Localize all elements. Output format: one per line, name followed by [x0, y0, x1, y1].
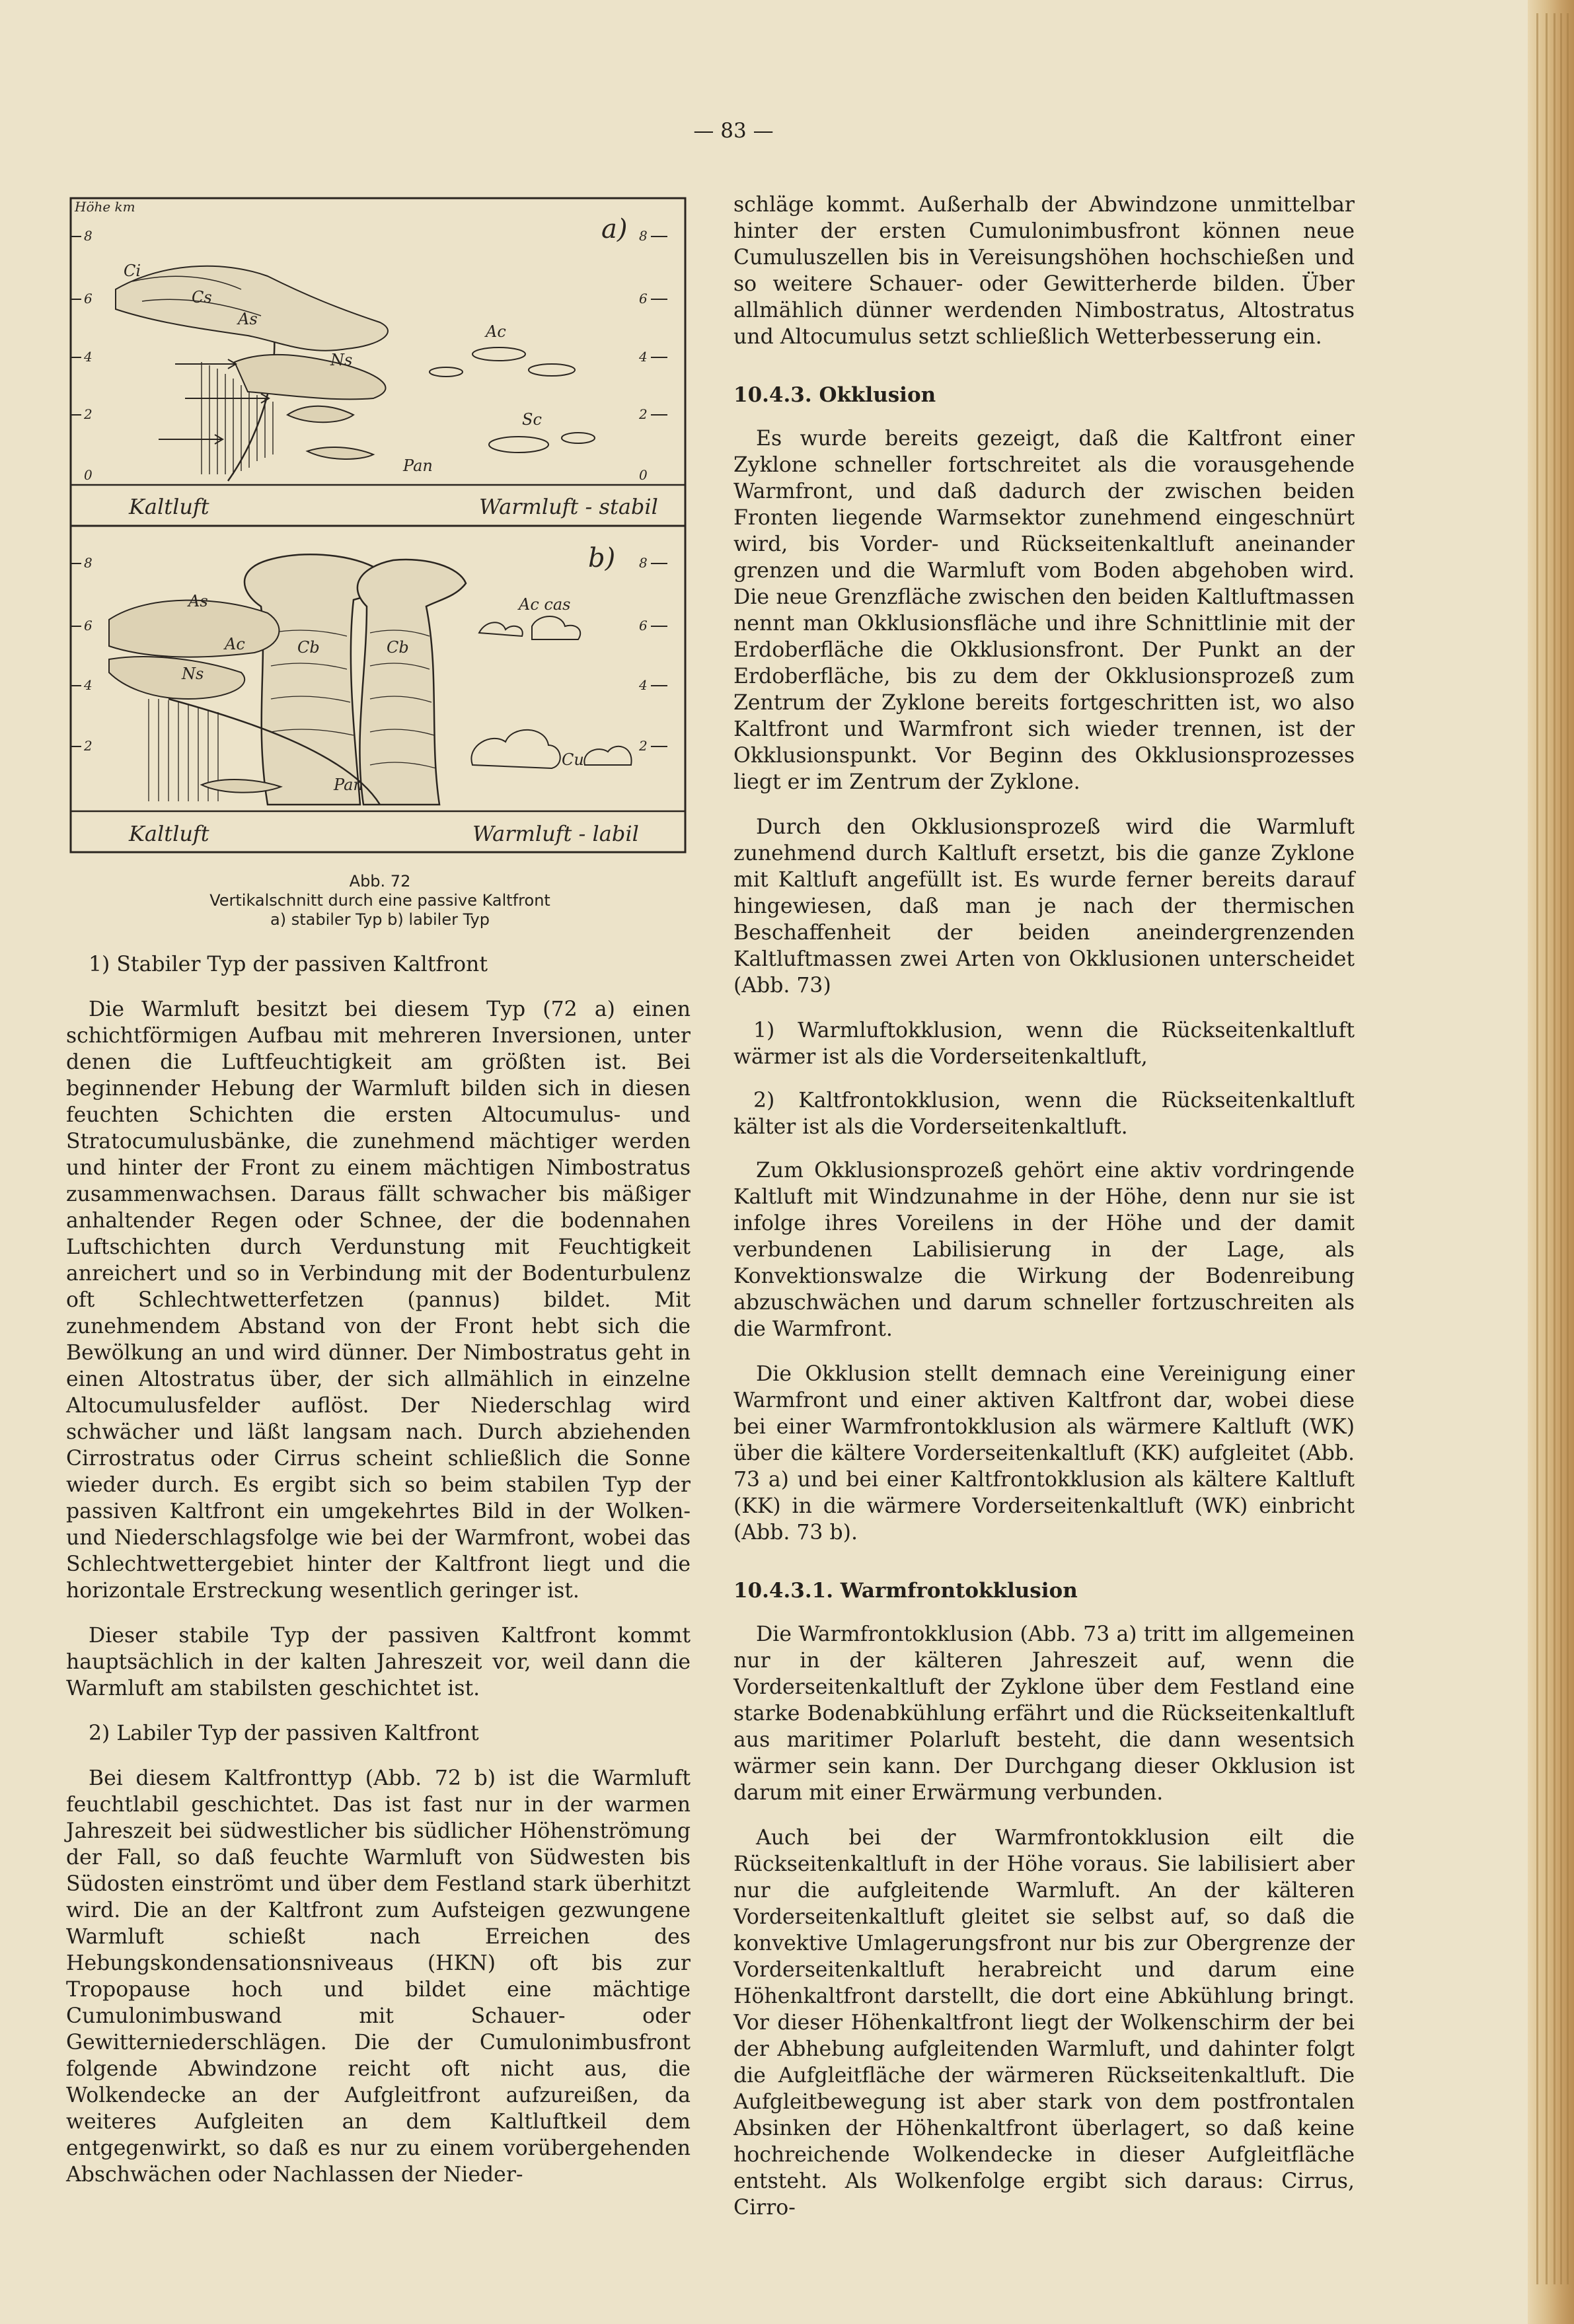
label-cu: Cu [562, 750, 584, 769]
tick-a-left-8: 8 [84, 228, 93, 244]
label-ns-b: Ns [182, 665, 204, 683]
panel-a [71, 199, 685, 519]
tick-a-right-0: 0 [639, 467, 648, 483]
label-pan: Pan [403, 456, 433, 475]
panel-b [71, 543, 685, 846]
label-pan-b: Pan [334, 776, 363, 794]
label-as: As [238, 310, 258, 328]
tick-b-left-6: 6 [84, 618, 93, 634]
tick-a-right-6: 6 [639, 291, 648, 307]
axis-header-label: Höhe km [75, 199, 135, 215]
tick-b-right-4: 4 [639, 677, 648, 693]
tick-a-left-2: 2 [84, 406, 93, 422]
paragraph: Die Okklusion stellt demnach eine Vereinigung einer Warmfront und einer aktiven Kaltfront dar, wobei diese bei einer Warmfrontokklusion als wärmere Kaltluft (WK) über die kältere Vorderseitenkaltluft (KK) aufgleitet (Abb. 73 a) und bei einer Kaltfrontokklusion als kältere Kaltluft (KK) in die wärmere Vorderseitenkaltluft (WK) einbricht (Abb. 73 b). [733, 1362, 1355, 1544]
paragraph: Die Warmluft besitzt bei diesem Typ (72 a) einen schichtförmigen Aufbau mit mehreren Inversionen, unter denen die Luftfeuchtigkeit am größten ist. Bei beginnender Hebung der Warmluft bilden sich in diesen feuchten Schichten die ersten Altocumulus- und Stratocumulusbänke, die zunehmend mächtiger werden und hinter der Front zu einem mächtigen Nimbostratus zusammenwachsen. Daraus fällt schwacher bis mäßiger anhaltender Regen oder Schnee, der die bodennahen Luftschichten durch Verdunstung mit Feuchtigkeit anreichert und so in Verbindung mit der Bodenturbulenz oft Schlechtwetterfetzen (pannus) bildet. Mit zunehmendem Abstand von der Front hebt sich die Bewölkung an und wird dünner. Der Nimbostratus geht in einen Altostratus über, der sich allmählich in einzelne Altocumulusfelder auflöst. Der Niederschlag wird schwächer und läßt langsam nach. Durch abziehenden Cirrostratus oder Cirrus scheint schließlich die Sonne wieder durch. Es ergibt sich so beim stabilen Typ der passiven Kaltfront ein umgekehrtes Bild in der Wolken- und Niederschlagsfolge wie bei der Warmfront, wobei das Schlechtwettergebiet hinter der Kaltfront liegt und die horizontale Erstreckung wesentlich geringer ist. [66, 998, 691, 1603]
caption-line-3: a) stabiler Typ b) labiler Typ [270, 910, 490, 929]
tick-a-left-6: 6 [84, 291, 93, 307]
label-kaltluft-a: Kaltluft [129, 494, 209, 519]
heading-stable-type: 1) Stabiler Typ der passiven Kaltfront [89, 953, 488, 976]
right-column [733, 192, 1355, 2239]
page-number: — 83 — [693, 119, 774, 143]
tick-a-left-0: 0 [84, 467, 93, 483]
left-column [66, 951, 691, 2206]
tick-b-right-2: 2 [639, 738, 648, 754]
paragraph: Zum Okklusionsprozeß gehört eine aktiv vordringende Kaltluft mit Windzunahme in der Höhe, denn nur sie ist infolge ihres Voreilens in der Höhe und der damit verbundenen Labilisierung in der Lage, als Konvektionswalze die Wirkung der Bodenreibung abzuschwächen und darum schneller fortzuschreiten als die Warmfront. [733, 1159, 1355, 1341]
heading-labile-type: 2) Labiler Typ der passiven Kaltfront [89, 1722, 479, 1745]
tick-b-left-4: 4 [84, 677, 93, 693]
label-cb2: Cb [387, 638, 409, 657]
label-ac-b: Ac [225, 635, 245, 653]
tick-b-left-8: 8 [84, 555, 93, 571]
paragraph: Auch bei der Warmfrontokklusion eilt die Rückseitenkaltluft in der Höhe voraus. Sie labilisiert aber nur die aufgleitende Warmluft. An der kälteren Vorderseitenkaltluft gleitet sie selbst auf, so daß die konvektive Umlagerungsfront nur bis zur Obergrenze der Vorderseitenkaltluft herabreicht und darum eine Höhenkaltfront darstellt, die dort eine Abkühlung bringt. Vor dieser Höhenkaltfront liegt der Wolkenschirm der bei der Abhebung aufgleitenden Warmluft, und dahinter folgt die Aufgleitfläche der wärmeren Rückseitenkaltluft. Die Aufgleitbewegung ist aber stark von dem postfrontalen Absinken der Höhenkaltfront überlagert, so daß keine hochreichende Wolkendecke in dieser Aufgleitfläche entsteht. Als Wolkenfolge ergibt sich daraus: Cirrus, Cirro- [733, 1826, 1355, 2220]
caption-line-1: Abb. 72 [349, 872, 411, 890]
paragraph: Die Warmfrontokklusion (Abb. 73 a) tritt im allgemeinen nur in der kälteren Jahreszeit auf, wenn die Vorderseitenkaltluft der Zyklone über dem Festland eine starke Bodenabkühlung erfährt und die Rückseitenkaltluft aus maritimer Polarluft besteht, die dann wesentsich wärmer sein kann. Der Durchgang dieser Okklusion ist darum mit einer Erwärmung verbunden. [733, 1622, 1355, 1805]
tick-a-right-2: 2 [639, 406, 648, 422]
tick-b-right-8: 8 [639, 555, 648, 571]
figure-cold-front-cross-section [69, 197, 687, 854]
label-ns: Ns [330, 351, 353, 369]
label-kaltluft-b: Kaltluft [129, 821, 209, 846]
panel-a-label: a) [601, 214, 628, 244]
tick-a-right-4: 4 [639, 349, 648, 365]
paragraph: Bei diesem Kaltfronttyp (Abb. 72 b) ist die Warmluft feuchtlabil geschichtet. Das ist fast nur in der warmen Jahreszeit bei südwestlicher bis südlicher Höhenströmung der Fall, so daß feuchte Warmluft von Südwesten bis Südosten einströmt und über dem Festland stark überhitzt wird. Die an der Kaltfront zum Aufsteigen gezwungene Warmluft schießt nach Erreichen des Hebungskondensationsniveaus (HKN) oft bis zur Tropopause hoch und bildet eine mächtige Cumulonimbuswand mit Schauer- oder Gewitterniederschlägen. Die der Cumulonimbusfront folgende Abwindzone reicht oft nicht aus, die Wolkendecke an der Aufgleitfront aufzureißen, da weiteres Aufgleiten an dem Kaltluftkeil dem entgegenwirkt, so daß es nur zu einem vorübergehenden Abschwächen oder Nachlassen der Nieder- [66, 1766, 691, 2187]
label-as-b: As [188, 592, 208, 610]
figure-caption [66, 872, 694, 929]
paragraph: Dieser stabile Typ der passiven Kaltfront kommt hauptsächlich in der kalten Jahreszeit vor, weil dann die Warmluft am stabilsten geschichtet ist. [66, 1624, 691, 1700]
caption-line-2: Vertikalschnitt durch eine passive Kaltfront [209, 891, 550, 910]
section-heading-warmfrontokklusion: 10.4.3.1. Warmfrontokklusion [733, 1579, 1078, 1603]
label-cb1: Cb [297, 638, 320, 657]
tick-a-left-4: 4 [84, 349, 93, 365]
label-sc: Sc [522, 410, 542, 429]
paragraph: schläge kommt. Außerhalb der Abwindzone unmittelbar hinter der ersten Cumulonimbusfront können neue Cumuluszellen bis in Vereisungshöhen hochschießen und so weitere Schauer- oder Gewitterherde bilden. Über allmählich dünner werdenden Nimbostratus, Altostratus und Altocumulus setzt schließlich Wetterbesserung ein. [733, 193, 1355, 349]
paragraph: Es wurde bereits gezeigt, daß die Kaltfront einer Zyklone schneller fortschreitet als die vorausgehende Warmfront, und daß dadurch der zwischen beiden Fronten liegende Warmsektor zunehmend eingeschnürt wird, bis Vorder- und Rückseitenkaltluft aneinander grenzen und die Warmluft vom Boden abgehoben wird. Die neue Grenzfläche zwischen den beiden Kaltluftmassen nennt man Okklusionsfläche und ihre Schnittlinie mit der Erdoberfläche die Okklusionsfront. Der Punkt an der Erdoberfläche, bis zu dem der Okklusionsprozeß zum Zentrum der Zyklone bereits fortgeschritten ist, wo also Kaltfront und Warmfront sich wieder trennen, ist der Okklusionspunkt. Vor Beginn des Okklusionsprozesses liegt er im Zentrum der Zyklone. [733, 427, 1355, 794]
label-cs: Cs [192, 288, 212, 307]
section-heading-okklusion: 10.4.3. Okklusion [733, 383, 936, 407]
label-ci: Ci [124, 262, 141, 280]
label-warmluft-stabil: Warmluft - stabil [479, 494, 658, 519]
tick-b-right-6: 6 [639, 618, 648, 634]
label-ac: Ac [486, 322, 506, 341]
list-item: 2) Kaltfrontokklusion, wenn die Rückseitenkaltluft kälter ist als die Vorderseitenkaltluft. [733, 1089, 1355, 1139]
panel-b-label: b) [588, 543, 616, 573]
list-item: 1) Warmluftokklusion, wenn die Rückseitenkaltluft wärmer ist als die Vorderseitenkaltluft, [733, 1019, 1355, 1069]
tick-b-left-2: 2 [84, 738, 93, 754]
tick-a-right-8: 8 [639, 228, 648, 244]
label-ac-cas: Ac cas [519, 595, 571, 614]
paragraph: Durch den Okklusionsprozeß wird die Warmluft zunehmend durch Kaltluft ersetzt, bis die ganze Zyklone mit Kaltluft angefüllt ist. Es wurde ferner bereits darauf hingewiesen, daß man je nach der thermischen Beschaffenheit der beiden aneindergrenzenden Kaltluftmassen zwei Arten von Okklusionen unterscheidet (Abb. 73) [733, 815, 1355, 998]
page-edge [1528, 0, 1574, 2324]
label-warmluft-labil: Warmluft - labil [472, 821, 639, 846]
